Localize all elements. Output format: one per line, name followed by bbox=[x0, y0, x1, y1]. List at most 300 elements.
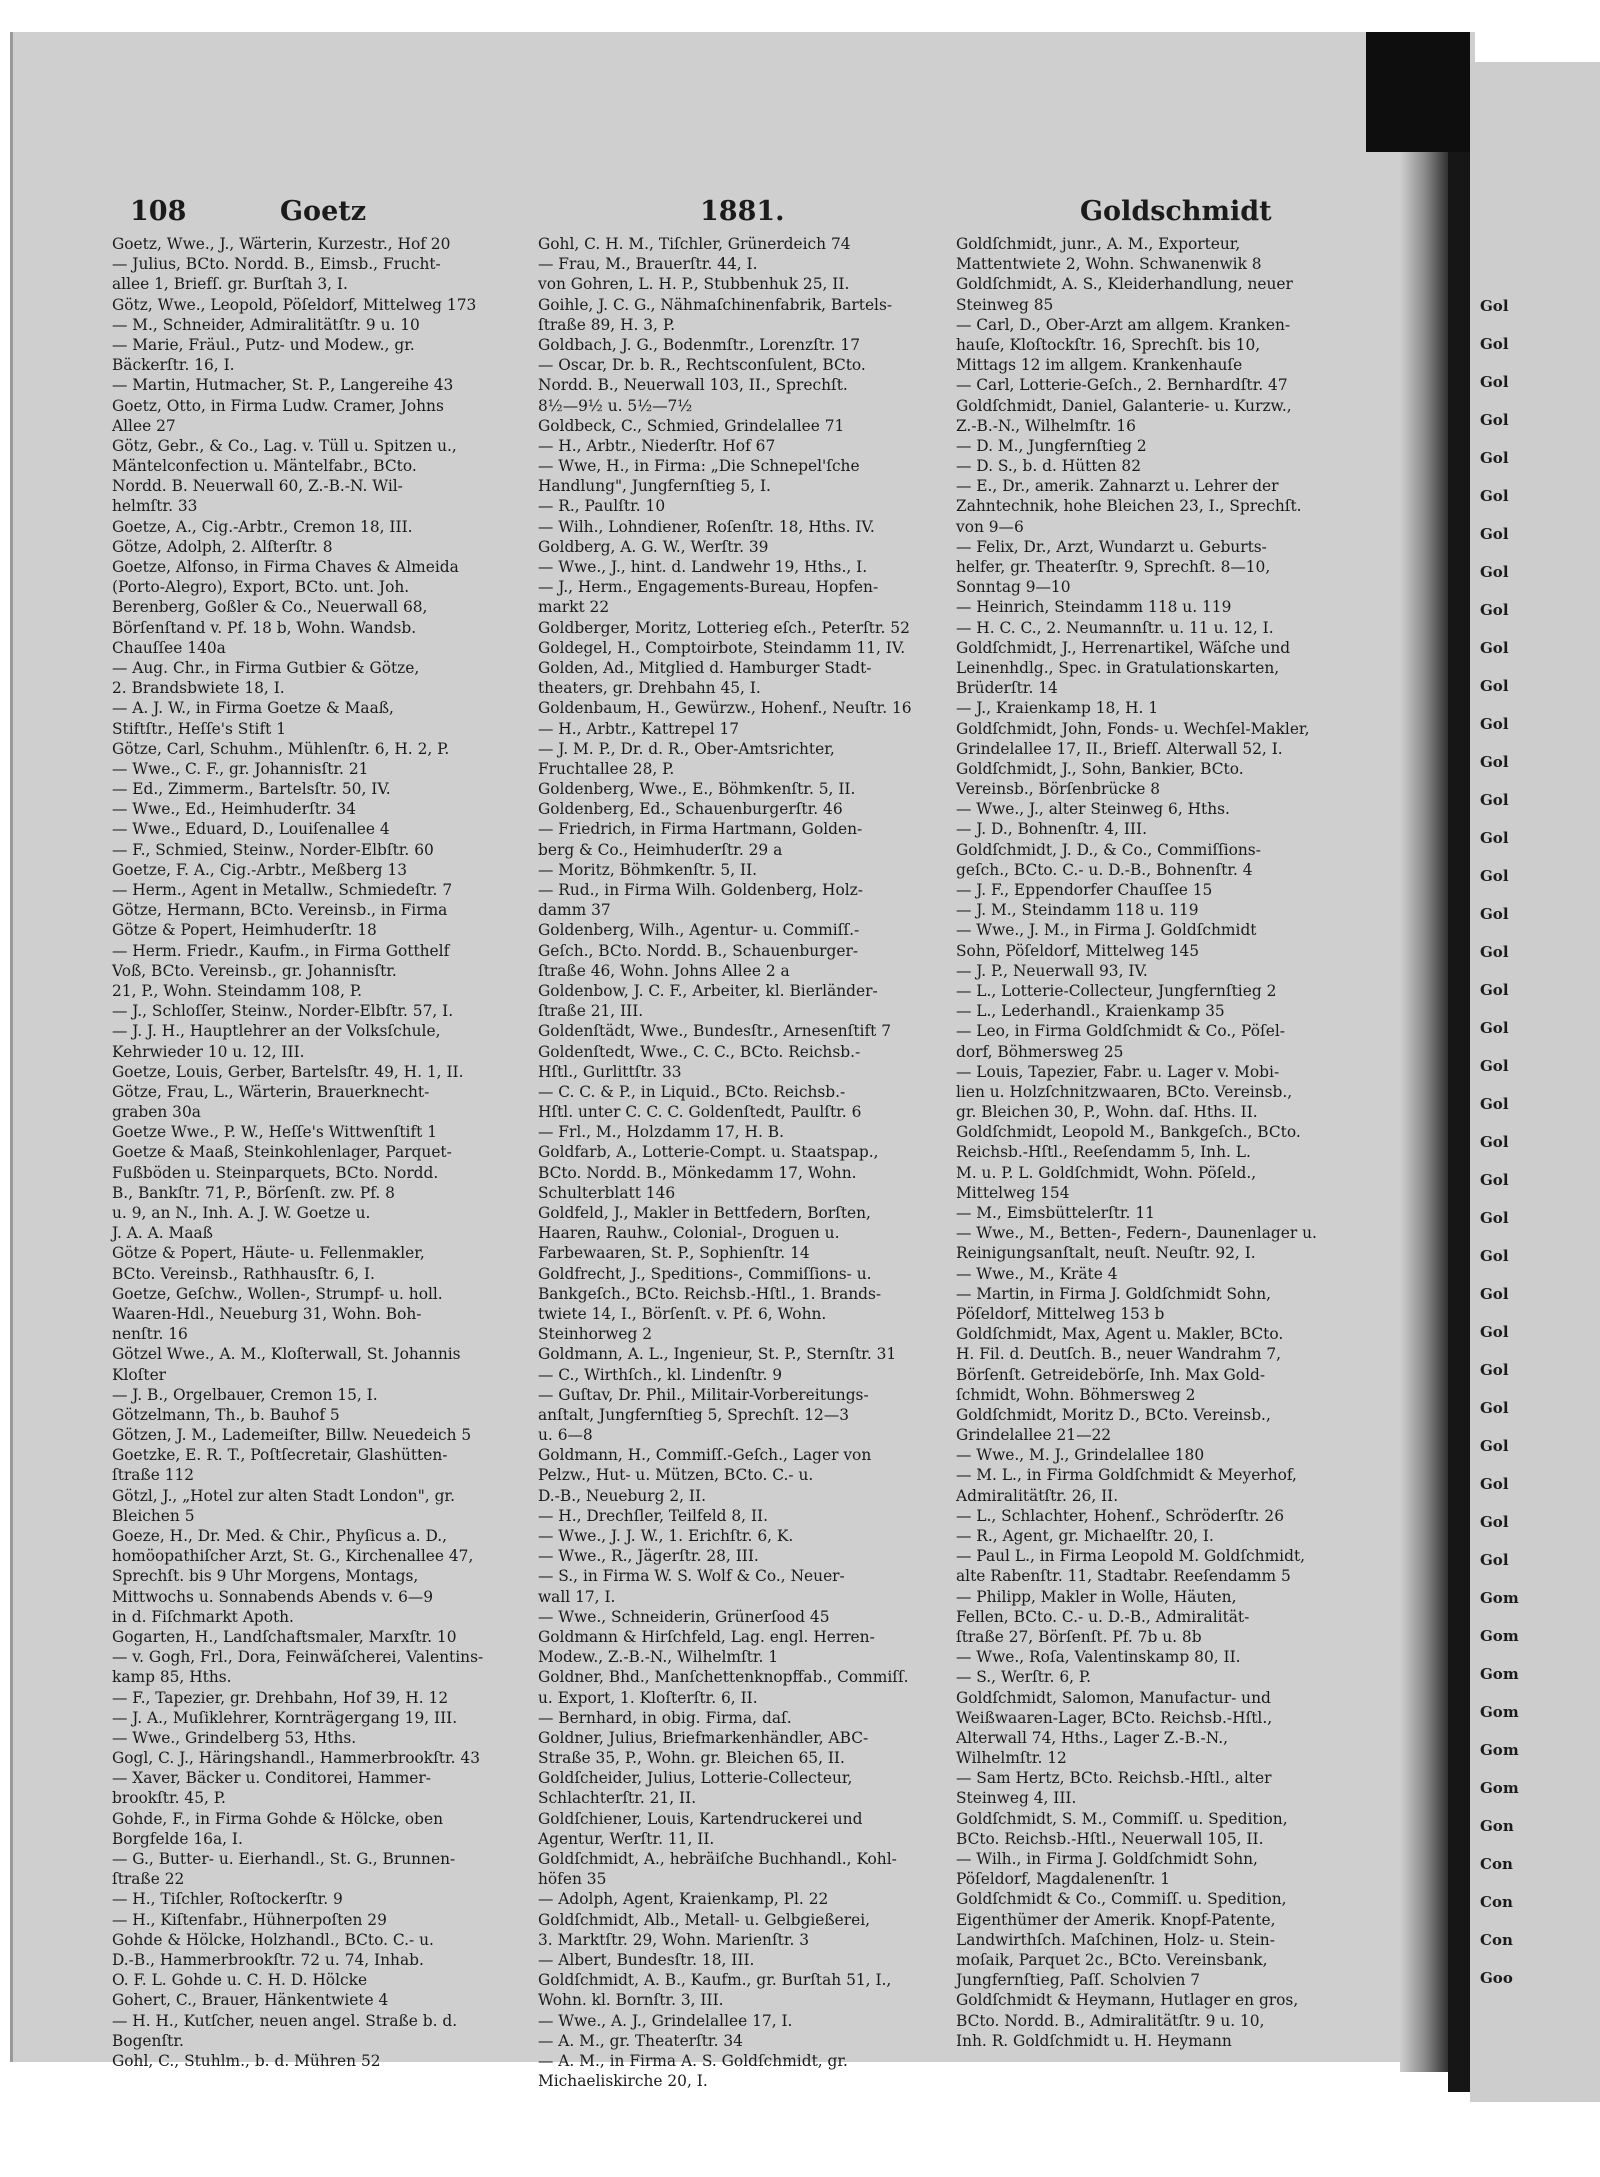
directory-line: — A. M., in Firma A. S. Goldſchmidt, gr. bbox=[538, 2051, 848, 2070]
directory-line: Gol bbox=[1480, 1475, 1509, 1493]
directory-line: — Leo, in Firma Goldſchmidt & Co., Pöſel- bbox=[956, 1022, 1285, 1041]
directory-line: — R., Paulſtr. 10 bbox=[538, 497, 666, 516]
directory-column-right bbox=[956, 234, 1354, 2054]
directory-line: Goldſcheider, Julius, Lotterie-Collecteur, bbox=[538, 1769, 853, 1788]
directory-line: — Wwe., Schneiderin, Grünerſood 45 bbox=[538, 1607, 830, 1626]
directory-line: Schlachterſtr. 21, II. bbox=[538, 1789, 697, 1808]
directory-line: ſchmidt, Wohn. Böhmersweg 2 bbox=[956, 1385, 1196, 1404]
directory-line: 8½—9½ u. 5½—7½ bbox=[538, 396, 693, 415]
directory-line: Götzen, J. M., Lademeiſter, Billw. Neuedeich 5 bbox=[112, 1426, 472, 1445]
directory-line: Götz, Gebr., & Co., Lag. v. Tüll u. Spitzen u., bbox=[112, 436, 457, 455]
directory-line: Zahntechnik, hohe Bleichen 23, I., Sprechſt. bbox=[956, 497, 1302, 516]
directory-line: — Julius, BCto. Nordd. B., Eimsb., Frucht- bbox=[112, 255, 441, 274]
directory-line: — Wwe., Ed., Heimhuderſtr. 34 bbox=[112, 800, 356, 819]
directory-line: — Albert, Bundesſtr. 18, III. bbox=[538, 1950, 755, 1969]
directory-line: — Wwe., Eduard, D., Louiſenallee 4 bbox=[112, 820, 390, 839]
directory-line: — H., Tiſchler, Roſtockerſtr. 9 bbox=[112, 1890, 343, 1909]
directory-line: Grindelallee 17, II., Briefſ. Alterwall 52, I. bbox=[956, 739, 1283, 758]
directory-line: Fußböden u. Steinparquets, BCto. Nordd. bbox=[112, 1163, 439, 1182]
directory-line: Waaren-Hdl., Neueburg 31, Wohn. Boh- bbox=[112, 1304, 422, 1323]
directory-line: nenſtr. 16 bbox=[112, 1325, 188, 1344]
directory-line: kamp 85, Hths. bbox=[112, 1668, 232, 1687]
directory-line: Modew., Z.-B.-N., Wilhelmſtr. 1 bbox=[538, 1648, 779, 1667]
directory-line: Kloſter bbox=[112, 1365, 167, 1384]
directory-line: Mittags 12 im allgem. Krankenhauſe bbox=[956, 356, 1243, 375]
directory-line: Goldbeck, C., Schmied, Grindelallee 71 bbox=[538, 416, 845, 435]
directory-line: Gol bbox=[1480, 1171, 1509, 1189]
directory-line: Götze & Popert, Häute- u. Fellenmakler, bbox=[112, 1244, 425, 1263]
directory-line: Goihle, J. C. G., Nähmaſchinenfabrik, Bartels- bbox=[538, 295, 893, 314]
directory-line: Gol bbox=[1480, 905, 1509, 923]
next-page-column bbox=[1480, 296, 1598, 1987]
directory-line: — J. M. P., Dr. d. R., Ober-Amtsrichter, bbox=[538, 739, 835, 758]
directory-line: alte Rabenſtr. 11, Stadtabr. Reeſendamm 5 bbox=[956, 1567, 1291, 1586]
directory-line: Goldberger, Moritz, Lotterieg eſch., Peterſtr. 52 bbox=[538, 618, 910, 637]
directory-line: ſtraße 21, III. bbox=[538, 1002, 644, 1021]
directory-line: — Sam Hertz, BCto. Reichsb.-Hſtl., alter bbox=[956, 1769, 1272, 1788]
year-heading: 1881. bbox=[700, 196, 785, 227]
directory-line: — Wwe., M. J., Grindelallee 180 bbox=[956, 1446, 1205, 1465]
directory-line: Börſenſt. Getreidebörſe, Inh. Max Gold- bbox=[956, 1365, 1266, 1384]
directory-line: Gol bbox=[1480, 677, 1509, 695]
directory-line: — Guſtav, Dr. Phil., Militair-Vorbereitungs- bbox=[538, 1385, 869, 1404]
directory-line: — Herm., Agent in Metallw., Schmiedeſtr. 7 bbox=[112, 881, 453, 899]
directory-line: Farbewaaren, St. P., Sophienſtr. 14 bbox=[538, 1244, 810, 1263]
directory-line: BCto. Nordd. B., Mönkedamm 17, Wohn. bbox=[538, 1163, 857, 1182]
directory-line: — J. P., Neuerwall 93, IV. bbox=[956, 961, 1148, 980]
directory-line: B., Bankſtr. 71, P., Börſenſt. zw. Pf. 8 bbox=[112, 1183, 395, 1202]
directory-line: — J., Herm., Engagements-Bureau, Hopfen- bbox=[538, 578, 879, 597]
directory-line: Wohn. kl. Bornſtr. 3, III. bbox=[538, 1991, 724, 2010]
directory-line: Steinweg 85 bbox=[956, 295, 1054, 314]
directory-line: Gol bbox=[1480, 297, 1509, 315]
directory-line: u. 9, an N., Inh. A. J. W. Goetze u. bbox=[112, 1204, 371, 1222]
directory-line: Götze, Adolph, 2. Alſterſtr. 8 bbox=[112, 537, 333, 556]
directory-line: Gol bbox=[1480, 1133, 1509, 1151]
directory-line: Gol bbox=[1480, 411, 1509, 429]
directory-line: Gol bbox=[1480, 981, 1509, 999]
directory-line: Gom bbox=[1480, 1703, 1519, 1721]
directory-line: berg & Co., Heimhuderſtr. 29 a bbox=[538, 840, 783, 859]
directory-line: — Wwe., J. M., in Firma J. Goldſchmidt bbox=[956, 921, 1257, 940]
directory-line: — H., Arbtr., Kattrepel 17 bbox=[538, 719, 740, 738]
next-page-edge bbox=[1470, 62, 1600, 2102]
directory-line: Götzel Wwe., A. M., Kloſterwall, St. Johannis bbox=[112, 1345, 461, 1364]
directory-line: Bäckerſtr. 16, I. bbox=[112, 356, 235, 375]
directory-line: D.-B., Hammerbrookſtr. 72 u. 74, Inhab. bbox=[112, 1950, 424, 1969]
directory-line: Sohn, Pöſeldorf, Mittelweg 145 bbox=[956, 941, 1200, 960]
directory-line: Brüderſtr. 14 bbox=[956, 679, 1058, 698]
directory-line: Goldſchmidt, Moritz D., BCto. Vereinsb., bbox=[956, 1405, 1271, 1424]
directory-line: — Heinrich, Steindamm 118 u. 119 bbox=[956, 598, 1232, 617]
directory-line: — Carl, D., Ober-Arzt am allgem. Kranken- bbox=[956, 315, 1291, 334]
directory-line: Gol bbox=[1480, 1247, 1509, 1265]
directory-line: BCto. Reichsb.-Hſtl., Neuerwall 105, II. bbox=[956, 1829, 1264, 1848]
directory-line: — Martin, in Firma J. Goldſchmidt Sohn, bbox=[956, 1284, 1272, 1303]
directory-line: — F., Tapezier, gr. Drehbahn, Hof 39, H. 12 bbox=[112, 1688, 449, 1707]
directory-line: Geſch., BCto. Nordd. B., Schauenburger- bbox=[538, 941, 859, 960]
directory-line: — G., Butter- u. Eierhandl., St. G., Brunnen- bbox=[112, 1850, 456, 1868]
directory-line: Allee 27 bbox=[112, 416, 176, 435]
directory-line: Goetz, Otto, in Firma Ludw. Cramer, Johns bbox=[112, 396, 444, 415]
directory-line: Goldſchmidt, Daniel, Galanterie- u. Kurzw., bbox=[956, 396, 1292, 415]
directory-line: Steinweg 4, III. bbox=[956, 1789, 1077, 1808]
directory-line: Goldſchmidt, John, Fonds- u. Wechſel-Makler, bbox=[956, 719, 1310, 738]
directory-line: — L., Lotterie-Collecteur, Jungfernſtieg 2 bbox=[956, 981, 1277, 1000]
directory-line: Mittwochs u. Sonnabends Abends v. 6—9 bbox=[112, 1587, 434, 1606]
directory-line: Goldmann & Hirſchfeld, Lag. engl. Herren- bbox=[538, 1627, 875, 1646]
directory-line: — J., Schloſſer, Steinw., Norder-Elbſtr. 57, I. bbox=[112, 1002, 454, 1021]
directory-line: höfen 35 bbox=[538, 1870, 607, 1889]
directory-line: Goldſchmidt, Alb., Metall- u. Gelbgießerei, bbox=[538, 1910, 871, 1929]
directory-line: — Wwe., J., alter Steinweg 6, Hths. bbox=[956, 800, 1230, 819]
directory-line: — C. C. & P., in Liquid., BCto. Reichsb.- bbox=[538, 1082, 846, 1101]
directory-line: Inh. R. Goldſchmidt u. H. Heymann bbox=[956, 2031, 1232, 2050]
directory-line: J. A. A. Maaß bbox=[112, 1224, 213, 1243]
directory-line: Fruchtallee 28, P. bbox=[538, 759, 675, 778]
directory-line: graben 30a bbox=[112, 1103, 201, 1122]
directory-line: Goldſchmidt, J., Herrenartikel, Wäſche und bbox=[956, 638, 1291, 657]
directory-line: — H. C. C., 2. Neumannſtr. u. 11 u. 12, I. bbox=[956, 618, 1274, 637]
directory-line: Golden, Ad., Mitglied d. Hamburger Stadt- bbox=[538, 658, 872, 677]
directory-line: Gol bbox=[1480, 715, 1509, 733]
directory-line: Hſtl. unter C. C. C. Goldenſtedt, Paulſtr. 6 bbox=[538, 1103, 862, 1122]
directory-line: Hſtl., Gurlittſtr. 33 bbox=[538, 1062, 682, 1081]
directory-line: Gol bbox=[1480, 1437, 1509, 1455]
directory-line: Goldſchmidt & Co., Commiſſ. u. Spedition, bbox=[956, 1890, 1287, 1909]
directory-line: — Wwe., Roſa, Valentinskamp 80, II. bbox=[956, 1648, 1241, 1667]
directory-line: Con bbox=[1480, 1931, 1513, 1949]
directory-line: Gol bbox=[1480, 373, 1509, 391]
directory-line: — J. M., Steindamm 118 u. 119 bbox=[956, 901, 1199, 920]
directory-line: — Carl, Lotterie-Geſch., 2. Bernhardſtr. 47 bbox=[956, 376, 1288, 395]
directory-line: Michaeliskirche 20, I. bbox=[538, 2072, 708, 2091]
directory-line: Gogl, C. J., Häringshandl., Hammerbrookſtr. 43 bbox=[112, 1749, 481, 1768]
directory-line: Götzelmann, Th., b. Bauhof 5 bbox=[112, 1405, 340, 1424]
directory-line: BCto. Nordd. B., Admiralitätſtr. 9 u. 10, bbox=[956, 2011, 1265, 2030]
left-running-head: Goetz bbox=[280, 196, 367, 227]
directory-line: hauſe, Kloſtockſtr. 16, Sprechſt. bis 10, bbox=[956, 335, 1261, 354]
directory-line: Gohde & Hölcke, Holzhandl., BCto. C.- u. bbox=[112, 1930, 434, 1949]
directory-line: — J. B., Orgelbauer, Cremon 15, I. bbox=[112, 1385, 378, 1404]
directory-line: Goetze, Geſchw., Wollen-, Strumpf- u. holl. bbox=[112, 1284, 443, 1303]
directory-line: Gom bbox=[1480, 1627, 1519, 1645]
directory-line: — H., Drechſler, Teilfeld 8, II. bbox=[538, 1506, 769, 1525]
directory-line: Leinenhdlg., Spec. in Gratulationskarten, bbox=[956, 658, 1280, 677]
directory-line: Mäntelconfection u. Mäntelfabr., BCto. bbox=[112, 457, 417, 476]
directory-line: — Frau, M., Brauerſtr. 44, I. bbox=[538, 255, 758, 274]
directory-line: — D. S., b. d. Hütten 82 bbox=[956, 457, 1142, 476]
directory-line: Gol bbox=[1480, 1551, 1509, 1569]
directory-line: Admiralitätſtr. 26, II. bbox=[956, 1486, 1119, 1505]
directory-line: anſtalt, Jungfernſtieg 5, Sprechſt. 12—3 bbox=[538, 1405, 850, 1424]
directory-line: Stiftſtr., Heſſe's Stift 1 bbox=[112, 719, 287, 738]
directory-line: Borgfelde 16a, I. bbox=[112, 1829, 243, 1848]
directory-line: Gol bbox=[1480, 1209, 1509, 1227]
page-number: 108 bbox=[130, 196, 187, 227]
directory-line: Gol bbox=[1480, 791, 1509, 809]
directory-line: — Martin, Hutmacher, St. P., Langereihe 43 bbox=[112, 376, 454, 395]
directory-line: Gohl, C. H. M., Tiſchler, Grünerdeich 74 bbox=[538, 235, 851, 253]
directory-line: Con bbox=[1480, 1893, 1513, 1911]
directory-line: Sprechſt. bis 9 Uhr Morgens, Montags, bbox=[112, 1567, 419, 1586]
directory-line: Bankgeſch., BCto. Reichsb.-Hſtl., 1. Brands- bbox=[538, 1284, 882, 1303]
directory-line: Gol bbox=[1480, 753, 1509, 771]
directory-line: Gohde, F., in Firma Gohde & Hölcke, oben bbox=[112, 1809, 444, 1828]
directory-line: — Adolph, Agent, Kraienkamp, Pl. 22 bbox=[538, 1890, 829, 1909]
directory-line: D.-B., Neueburg 2, II. bbox=[538, 1486, 706, 1505]
directory-line: — H. H., Kutſcher, neuen angel. Straße b. d. bbox=[112, 2011, 458, 2030]
directory-line: lien u. Holzſchnitzwaaren, BCto. Vereinsb., bbox=[956, 1082, 1293, 1101]
directory-line: Reinigungsanſtalt, neuſt. Neuſtr. 92, I. bbox=[956, 1244, 1256, 1263]
directory-line: Goldfarb, A., Lotterie-Compt. u. Staatspap., bbox=[538, 1143, 879, 1162]
directory-line: ſtraße 112 bbox=[112, 1466, 195, 1485]
directory-line: — R., Agent, gr. Michaelſtr. 20, I. bbox=[956, 1527, 1214, 1545]
directory-line: — Wwe., J., hint. d. Landwehr 19, Hths., I. bbox=[538, 558, 868, 576]
directory-line: Gom bbox=[1480, 1665, 1519, 1683]
directory-line: Börſenſtand v. Pf. 18 b, Wohn. Wandsb. bbox=[112, 618, 417, 637]
directory-line: Gol bbox=[1480, 563, 1509, 581]
directory-line: Straße 35, P., Wohn. gr. Bleichen 65, II. bbox=[538, 1749, 845, 1768]
directory-line: u. Export, 1. Kloſterſtr. 6, II. bbox=[538, 1688, 758, 1707]
directory-line: — Rud., in Firma Wilh. Goldenberg, Holz- bbox=[538, 881, 863, 899]
directory-line: u. 6—8 bbox=[538, 1426, 593, 1445]
directory-line: — Wilh., in Firma J. Goldſchmidt Sohn, bbox=[956, 1850, 1258, 1868]
directory-line: Goldenſtädt, Wwe., Bundesſtr., Arnesenſtift 7 bbox=[538, 1022, 892, 1041]
directory-line: Goetz, Wwe., J., Wärterin, Kurzestr., Hof 20 bbox=[112, 235, 451, 253]
directory-line: — J. F., Eppendorfer Chauſſee 15 bbox=[956, 881, 1213, 899]
directory-line: Goldſchmidt, A. B., Kaufm., gr. Burſtah 51, I., bbox=[538, 1971, 892, 1990]
directory-line: — S., in Firma W. S. Wolf & Co., Neuer- bbox=[538, 1567, 845, 1586]
directory-line: — Wwe., C. F., gr. Johannisſtr. 21 bbox=[112, 759, 369, 778]
directory-line: Goldſchmidt, J., Sohn, Bankier, BCto. bbox=[956, 759, 1244, 778]
directory-column-left bbox=[112, 234, 528, 2074]
directory-line: BCto. Vereinsb., Rathhausſtr. 6, I. bbox=[112, 1264, 375, 1283]
directory-line: Goldſchmidt, junr., A. M., Exporteur, bbox=[956, 235, 1241, 253]
directory-line: — v. Gogh, Frl., Dora, Feinwäſcherei, Valentins- bbox=[112, 1648, 484, 1667]
directory-line: — L., Lederhandl., Kraienkamp 35 bbox=[956, 1002, 1225, 1021]
directory-line: ſtraße 22 bbox=[112, 1870, 185, 1889]
directory-line: Weißwaaren-Lager, BCto. Reichsb.-Hſtl., bbox=[956, 1708, 1273, 1727]
directory-line: 21, P., Wohn. Steindamm 108, P. bbox=[112, 981, 362, 1000]
directory-line: Gol bbox=[1480, 1361, 1509, 1379]
directory-line: Goldenbow, J. C. F., Arbeiter, kl. Bierländer- bbox=[538, 981, 878, 1000]
directory-line: Chauſſee 140a bbox=[112, 638, 226, 657]
page-header bbox=[130, 196, 1270, 230]
directory-line: Mattentwiete 2, Wohn. Schwanenwik 8 bbox=[956, 255, 1262, 274]
directory-line: — Wwe., J. J. W., 1. Erichſtr. 6, K. bbox=[538, 1527, 794, 1545]
directory-line: Voß, BCto. Vereinsb., gr. Johannisſtr. bbox=[112, 961, 397, 980]
directory-line: — A. M., gr. Theaterſtr. 34 bbox=[538, 2031, 743, 2050]
directory-line: Gom bbox=[1480, 1741, 1519, 1759]
directory-line: — D. M., Jungfernſtieg 2 bbox=[956, 436, 1147, 455]
directory-line: Grindelallee 21—22 bbox=[956, 1426, 1112, 1445]
directory-line: von Gohren, L. H. P., Stubbenhuk 25, II. bbox=[538, 275, 850, 294]
directory-line: Bleichen 5 bbox=[112, 1506, 195, 1525]
directory-line: Gol bbox=[1480, 1095, 1509, 1113]
directory-line: — J. A., Muſiklehrer, Kornträgergang 19, III. bbox=[112, 1708, 458, 1727]
directory-line: Goldſchmidt, S. M., Commiſſ. u. Spedition, bbox=[956, 1809, 1288, 1828]
directory-line: Fellen, BCto. C.- u. D.-B., Admiralität- bbox=[956, 1607, 1250, 1626]
directory-line: (Porto-Alegro), Export, BCto. unt. Joh. bbox=[112, 578, 410, 597]
directory-line: 3. Marktſtr. 29, Wohn. Marienſtr. 3 bbox=[538, 1930, 810, 1949]
directory-line: Goldſchmidt, Leopold M., Bankgeſch., BCto. bbox=[956, 1123, 1301, 1142]
directory-column-middle bbox=[538, 234, 956, 2091]
page-gutter-shadow bbox=[1400, 32, 1450, 2072]
directory-line: Goldberg, A. G. W., Werſtr. 39 bbox=[538, 537, 769, 556]
directory-line: — Herm. Friedr., Kaufm., in Firma Gotthelf bbox=[112, 941, 450, 960]
directory-line: Alterwall 74, Hths., Lager Z.-B.-N., bbox=[956, 1728, 1229, 1747]
directory-line: Goeze, H., Dr. Med. & Chir., Phyſicus a. D., bbox=[112, 1527, 448, 1545]
directory-line: Goldenberg, Wwe., E., Böhmkenſtr. 5, II. bbox=[538, 780, 856, 799]
directory-line: Götzl, J., „Hotel zur alten Stadt London", gr. bbox=[112, 1486, 455, 1505]
directory-line: — H., Arbtr., Niederſtr. Hof 67 bbox=[538, 436, 776, 455]
directory-line: in d. Fiſchmarkt Apoth. bbox=[112, 1607, 294, 1626]
directory-line: Gol bbox=[1480, 601, 1509, 619]
directory-line: — Marie, Fräul., Putz- und Modew., gr. bbox=[112, 335, 415, 354]
directory-line: Z.-B.-N., Wilhelmſtr. 16 bbox=[956, 416, 1136, 435]
directory-line: — E., Dr., amerik. Zahnarzt u. Lehrer der bbox=[956, 477, 1279, 496]
directory-line: Goldbach, J. G., Bodenmſtr., Lorenzſtr. 17 bbox=[538, 335, 861, 354]
directory-line: Gol bbox=[1480, 487, 1509, 505]
directory-line: von 9—6 bbox=[956, 517, 1024, 536]
directory-line: Gon bbox=[1480, 1817, 1514, 1835]
directory-line: Goldenberg, Ed., Schauenburgerſtr. 46 bbox=[538, 800, 843, 819]
directory-line: Pelzw., Hut- u. Mützen, BCto. C.- u. bbox=[538, 1466, 814, 1485]
directory-line: damm 37 bbox=[538, 901, 611, 920]
directory-line: helfer, gr. Theaterſtr. 9, Sprechſt. 8—10, bbox=[956, 558, 1271, 576]
directory-line: — Felix, Dr., Arzt, Wundarzt u. Geburts- bbox=[956, 537, 1267, 556]
directory-line: ſtraße 89, H. 3, P. bbox=[538, 315, 675, 334]
directory-line: Goetze Wwe., P. W., Heſſe's Wittwenſtift 1 bbox=[112, 1123, 438, 1142]
directory-line: Goldſchmidt, A., hebräiſche Buchhandl., Kohl- bbox=[538, 1850, 897, 1868]
directory-line: Steinhorweg 2 bbox=[538, 1325, 653, 1344]
directory-line: theaters, gr. Drehbahn 45, I. bbox=[538, 679, 761, 698]
directory-line: Goldſchmidt, Max, Agent u. Makler, BCto. bbox=[956, 1325, 1284, 1344]
directory-line: markt 22 bbox=[538, 598, 610, 617]
directory-line: — Aug. Chr., in Firma Gutbier & Götze, bbox=[112, 658, 420, 677]
directory-line: Goo bbox=[1480, 1969, 1513, 1987]
directory-line: Götze & Popert, Heimhuderſtr. 18 bbox=[112, 921, 377, 940]
directory-line: — M., Schneider, Admiralitätſtr. 9 u. 10 bbox=[112, 315, 420, 334]
directory-line: Goldſchmidt, Salomon, Manufactur- und bbox=[956, 1688, 1271, 1707]
directory-line: Götze, Hermann, BCto. Vereinsb., in Firma bbox=[112, 901, 448, 920]
directory-line: Goldſchiener, Louis, Kartendruckerei und bbox=[538, 1809, 863, 1828]
directory-line: Wilhelmſtr. 12 bbox=[956, 1749, 1067, 1768]
directory-line: Agentur, Werſtr. 11, II. bbox=[538, 1829, 715, 1848]
directory-line: — J. D., Bohnenſtr. 4, III. bbox=[956, 820, 1147, 839]
directory-line: geſch., BCto. C.- u. D.-B., Bohnenſtr. 4 bbox=[956, 860, 1253, 879]
directory-line: Goetze, F. A., Cig.-Arbtr., Meßberg 13 bbox=[112, 860, 407, 879]
directory-line: wall 17, I. bbox=[538, 1587, 616, 1606]
directory-line: Goldenberg, Wilh., Agentur- u. Commiſſ.- bbox=[538, 921, 860, 940]
directory-line: Gol bbox=[1480, 1285, 1509, 1303]
directory-line: gr. Bleichen 30, P., Wohn. daſ. Hths. II. bbox=[956, 1103, 1258, 1122]
directory-line: — S., Werſtr. 6, P. bbox=[956, 1668, 1092, 1687]
directory-line: Gol bbox=[1480, 1399, 1509, 1417]
directory-line: Gol bbox=[1480, 867, 1509, 885]
directory-line: ſtraße 46, Wohn. Johns Allee 2 a bbox=[538, 961, 790, 980]
directory-line: M. u. P. L. Goldſchmidt, Wohn. Pöſeld., bbox=[956, 1163, 1257, 1182]
directory-line: allee 1, Briefſ. gr. Burſtah 3, I. bbox=[112, 275, 348, 294]
directory-line: Goetze & Maaß, Steinkohlenlager, Parquet- bbox=[112, 1143, 452, 1162]
directory-line: — J. J. H., Hauptlehrer an der Volksſchule, bbox=[112, 1022, 441, 1041]
directory-line: Vereinsb., Börſenbrücke 8 bbox=[956, 780, 1161, 799]
directory-line: Reichsb.-Hſtl., Reeſendamm 5, Inh. L. bbox=[956, 1143, 1251, 1162]
directory-line: Gol bbox=[1480, 1513, 1509, 1531]
directory-line: Kehrwieder 10 u. 12, III. bbox=[112, 1042, 305, 1061]
directory-line: — Ed., Zimmerm., Bartelsſtr. 50, IV. bbox=[112, 780, 391, 799]
directory-line: — L., Schlachter, Hohenf., Schröderſtr. 26 bbox=[956, 1506, 1285, 1525]
directory-line: — Xaver, Bäcker u. Conditorei, Hammer- bbox=[112, 1769, 431, 1788]
directory-line: Gol bbox=[1480, 1323, 1509, 1341]
directory-line: — Frl., M., Holzdamm 17, H. B. bbox=[538, 1123, 784, 1142]
directory-line: Gogarten, H., Landſchaftsmaler, Marxſtr. 10 bbox=[112, 1627, 457, 1646]
directory-line: — F., Schmied, Steinw., Norder-Elbſtr. 60 bbox=[112, 840, 434, 859]
directory-line: Schulterblatt 146 bbox=[538, 1183, 676, 1202]
directory-line: Goldenbaum, H., Gewürzw., Hohenf., Neuſtr. 16 bbox=[538, 699, 912, 718]
directory-line: Berenberg, Goßler & Co., Neuerwall 68, bbox=[112, 598, 428, 617]
directory-line: Nordd. B. Neuerwall 60, Z.-B.-N. Wil- bbox=[112, 477, 403, 496]
directory-line: dorf, Böhmersweg 25 bbox=[956, 1042, 1124, 1061]
directory-line: Goldegel, H., Comptoirbote, Steindamm 11, IV. bbox=[538, 638, 906, 657]
directory-line: — Moritz, Böhmkenſtr. 5, II. bbox=[538, 860, 758, 879]
directory-line: Goetzke, E. R. T., Poſtſecretair, Glashütten- bbox=[112, 1446, 448, 1465]
directory-line: H. Fil. d. Deutſch. B., neuer Wandrahm 7, bbox=[956, 1345, 1282, 1364]
directory-line: — M., Eimsbüttelerſtr. 11 bbox=[956, 1204, 1155, 1222]
directory-line: — Bernhard, in obig. Firma, daſ. bbox=[538, 1708, 792, 1727]
directory-line: Goldfeld, J., Makler in Bettfedern, Borſten, bbox=[538, 1204, 871, 1222]
directory-line: Con bbox=[1480, 1855, 1513, 1873]
directory-line: — Wwe., M., Betten-, Federn-, Daunenlager u. bbox=[956, 1224, 1317, 1243]
directory-line: moſaik, Parquet 2c., BCto. Vereinsbank, bbox=[956, 1950, 1268, 1969]
directory-line: Gohl, C., Stuhlm., b. d. Mühren 52 bbox=[112, 2051, 381, 2070]
directory-line: Sonntag 9—10 bbox=[956, 578, 1071, 597]
directory-line: Nordd. B., Neuerwall 103, II., Sprechſt. bbox=[538, 376, 848, 395]
directory-line: Haaren, Rauhw., Colonial-, Droguen u. bbox=[538, 1224, 840, 1243]
directory-line: — H., Kiſtenfabr., Hühnerpoſten 29 bbox=[112, 1910, 387, 1929]
directory-line: Gol bbox=[1480, 829, 1509, 847]
directory-line: Götze, Carl, Schuhm., Mühlenſtr. 6, H. 2, P. bbox=[112, 739, 450, 758]
directory-line: Gom bbox=[1480, 1779, 1519, 1797]
directory-line: Goldmann, A. L., Ingenieur, St. P., Sternſtr. 31 bbox=[538, 1345, 897, 1364]
binding-gutter bbox=[1448, 32, 1470, 2092]
directory-line: Gol bbox=[1480, 943, 1509, 961]
directory-line: Goldmann, H., Commiſſ.-Geſch., Lager von bbox=[538, 1446, 872, 1465]
directory-line: Goldſchmidt & Heymann, Hutlager en gros, bbox=[956, 1991, 1299, 2010]
directory-line: Handlung", Jungfernſtieg 5, I. bbox=[538, 477, 771, 496]
directory-line: Gom bbox=[1480, 1589, 1519, 1607]
directory-line: Eigenthümer der Amerik. Knopf-Patente, bbox=[956, 1910, 1276, 1929]
directory-line: Gol bbox=[1480, 639, 1509, 657]
directory-line: Landwirthſch. Maſchinen, Holz- u. Stein- bbox=[956, 1930, 1275, 1949]
directory-line: Mittelweg 154 bbox=[956, 1183, 1070, 1202]
right-running-head: Goldschmidt bbox=[1080, 196, 1272, 227]
directory-line: — Wilh., Lohndiener, Roſenſtr. 18, Hths. IV. bbox=[538, 517, 875, 536]
directory-line: — J., Kraienkamp 18, H. 1 bbox=[956, 699, 1159, 718]
directory-line: — M. L., in Firma Goldſchmidt & Meyerhof, bbox=[956, 1466, 1297, 1485]
directory-line: — C., Wirthſch., kl. Lindenſtr. 9 bbox=[538, 1365, 783, 1384]
directory-line: — Wwe, H., in Firma: „Die Schnepel'ſche bbox=[538, 457, 860, 476]
directory-line: Goetze, Louis, Gerber, Bartelsſtr. 49, H. 1, II. bbox=[112, 1062, 464, 1081]
directory-line: twiete 14, I., Börſenſt. v. Pf. 6, Wohn. bbox=[538, 1304, 827, 1323]
directory-line: helmſtr. 33 bbox=[112, 497, 198, 516]
directory-line: — Paul L., in Firma Leopold M. Goldſchmidt, bbox=[956, 1547, 1306, 1566]
directory-line: — Louis, Tapezier, Fabr. u. Lager v. Mobi- bbox=[956, 1062, 1280, 1081]
directory-line: Gol bbox=[1480, 525, 1509, 543]
directory-line: — Friedrich, in Firma Hartmann, Golden- bbox=[538, 820, 863, 839]
directory-line: Goetze, A., Cig.-Arbtr., Cremon 18, III. bbox=[112, 517, 413, 536]
